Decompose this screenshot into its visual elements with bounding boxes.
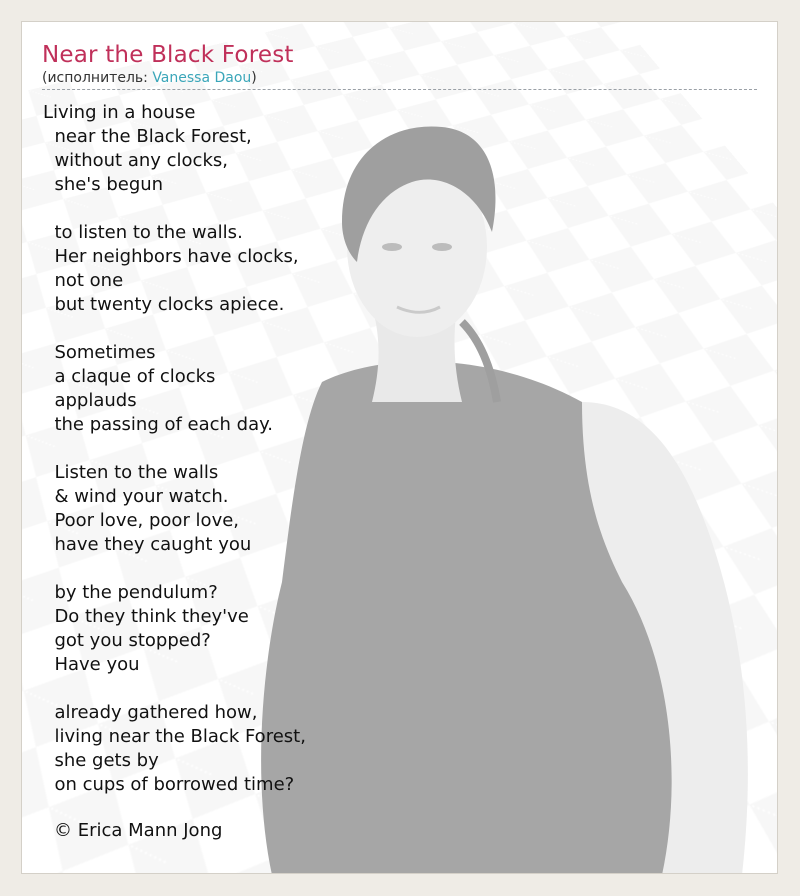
- poem-line: a claque of clocks: [43, 366, 216, 387]
- poem-line: the passing of each day.: [43, 414, 273, 435]
- poem-line: near the Black Forest,: [43, 126, 252, 147]
- lyrics-card: [21, 21, 778, 874]
- poem-line: living near the Black Forest,: [43, 726, 306, 747]
- poem-line: Poor love, poor love,: [43, 510, 240, 531]
- stanza-break: [43, 677, 306, 701]
- song-title: Near the Black Forest: [42, 42, 294, 68]
- poem-line: have they caught you: [43, 534, 252, 555]
- title-divider: [42, 89, 757, 90]
- stanza-break: [43, 557, 306, 581]
- poem-line: Have you: [43, 654, 140, 675]
- performer-line: [42, 70, 257, 86]
- poem-line: she's begun: [43, 174, 164, 195]
- performer-prefix: (исполнитель:: [42, 70, 153, 86]
- poem-line: she gets by: [43, 750, 159, 771]
- poem-line: got you stopped?: [43, 630, 211, 651]
- poem-line: to listen to the walls.: [43, 222, 243, 243]
- poem-line: on cups of borrowed time?: [43, 774, 295, 795]
- stanza-break: [43, 197, 306, 221]
- poem-text: [43, 101, 306, 797]
- poem-line: Her neighbors have clocks,: [43, 246, 299, 267]
- poem-line: applauds: [43, 390, 137, 411]
- poem-line: by the pendulum?: [43, 582, 218, 603]
- poem-line: Sometimes: [43, 342, 156, 363]
- poem-line: Living in a house: [43, 102, 196, 123]
- poem-line: & wind your watch.: [43, 486, 229, 507]
- stanza-break: [43, 437, 306, 461]
- poem-line: already gathered how,: [43, 702, 258, 723]
- performer-link[interactable]: Vanessa Daou: [152, 70, 252, 86]
- poem-line: not one: [43, 270, 124, 291]
- performer-suffix: ): [251, 70, 257, 86]
- poem-line: without any clocks,: [43, 150, 228, 171]
- poem-line: but twenty clocks apiece.: [43, 294, 285, 315]
- poem-line: Listen to the walls: [43, 462, 219, 483]
- poem-line: Do they think they've: [43, 606, 249, 627]
- copyright-notice: © Erica Mann Jong: [54, 820, 223, 841]
- stanza-break: [43, 317, 306, 341]
